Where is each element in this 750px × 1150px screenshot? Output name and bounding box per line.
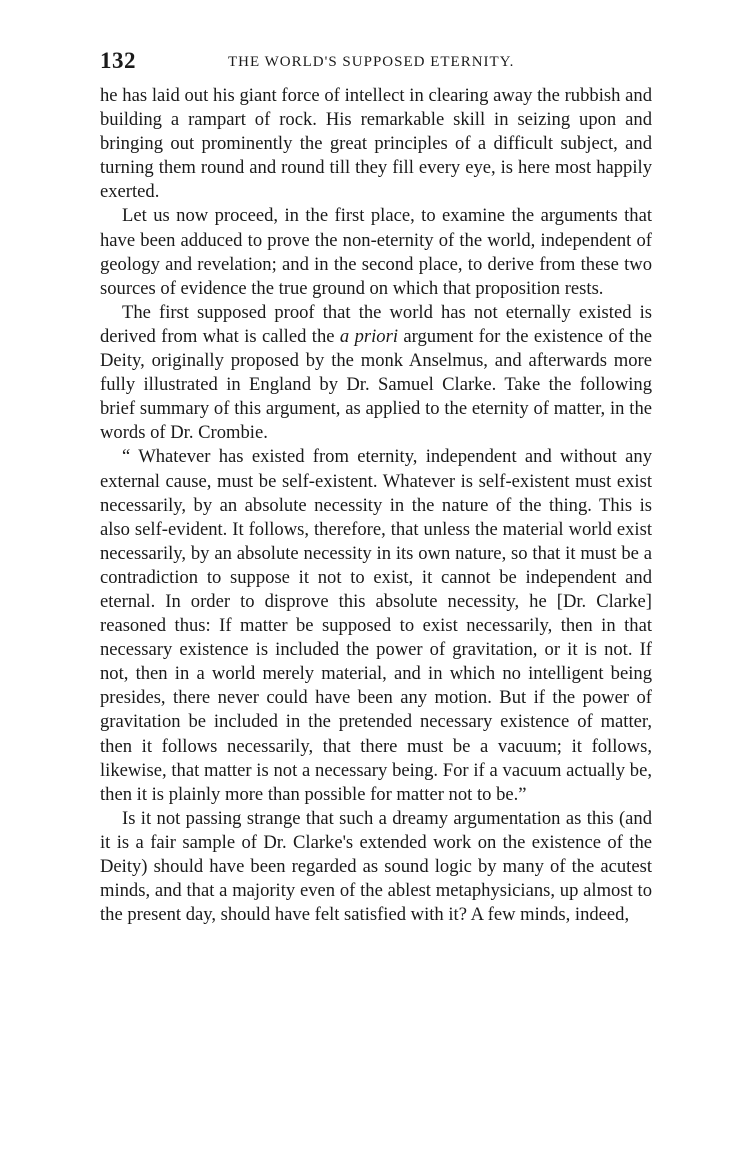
paragraph-proceed: Let us now proceed, in the first place, to examine the arguments that have been adduced to prove the non-eternity of the world, independent of geology and revelation; and in the second place, to derive from these two sources of evidence the true ground on which that proposition rests. — [100, 205, 652, 299]
page-header — [100, 48, 652, 84]
paragraph-strange: Is it not passing strange that such a dreamy argumentation as this (and it is a fair sample of Dr. Clarke's extended work on the existence of the Deity) should have been regarded as sound logic by many of the acutest minds, and that a majority even of the ablest metaphysicians, up almost to the present day, should have felt satisfied with it? A few minds, indeed, — [100, 807, 652, 926]
body-text — [100, 84, 652, 927]
paragraph-quotation: “ Whatever has existed from eternity, independent and without any external cause, must be self-existent. Whatever is self-existent must exist necessarily, by an absolute necessity in the nature of the thing. This is also self-evident. It follows, therefore, that unless the material world exist necessarily, by an absolute necessity in its own nature, so that it must be a contradiction to suppose it not to exist, it cannot be independent and eternal. In order to disprove this absolute necessity, he [Dr. Clarke] reasoned thus: If matter be supposed to exist necessarily, then in that necessary existence is included the power of gravitation, or it is not. If not, then in a world merely material, and in which no intelligent being presides, there never could have been any motion. But if the power of gravitation be included in the pretended necessary existence of matter, then it follows necessarily, that there must be a vacuum; it follows, likewise, that matter is not a necessary being. For if a vacuum actually be, then it is plainly more than possible for matter not to be.” — [100, 446, 652, 805]
running-head: THE WORLD'S SUPPOSED ETERNITY. — [228, 54, 515, 70]
paragraph-continued: he has laid out his giant force of intellect in clearing away the rubbish and building a rampart of rock. His remarkable skill in seizing upon and bringing out prominently the great principles of a difficult subject, and turning them round and round till they fill every eye, is here most happily exerted. — [100, 85, 652, 203]
paragraph-first-proof — [100, 301, 652, 446]
paragraph-first-proof-after: argument for the existence of the Deity, originally proposed by the monk Anselmus, and afterwards more fully illustrated in England by Dr. Samuel Clarke. Take the following brief summary of this argument, as applied to the eternity of matter, in the words of Dr. Crombie. — [100, 325, 653, 444]
paragraph-first-proof-before: The first supposed proof that the world has not eternally existed is derived from what is called the — [100, 301, 652, 347]
book-page — [100, 48, 652, 927]
a-priori-term: a priori — [339, 325, 398, 347]
page-number: 132 — [100, 48, 136, 73]
